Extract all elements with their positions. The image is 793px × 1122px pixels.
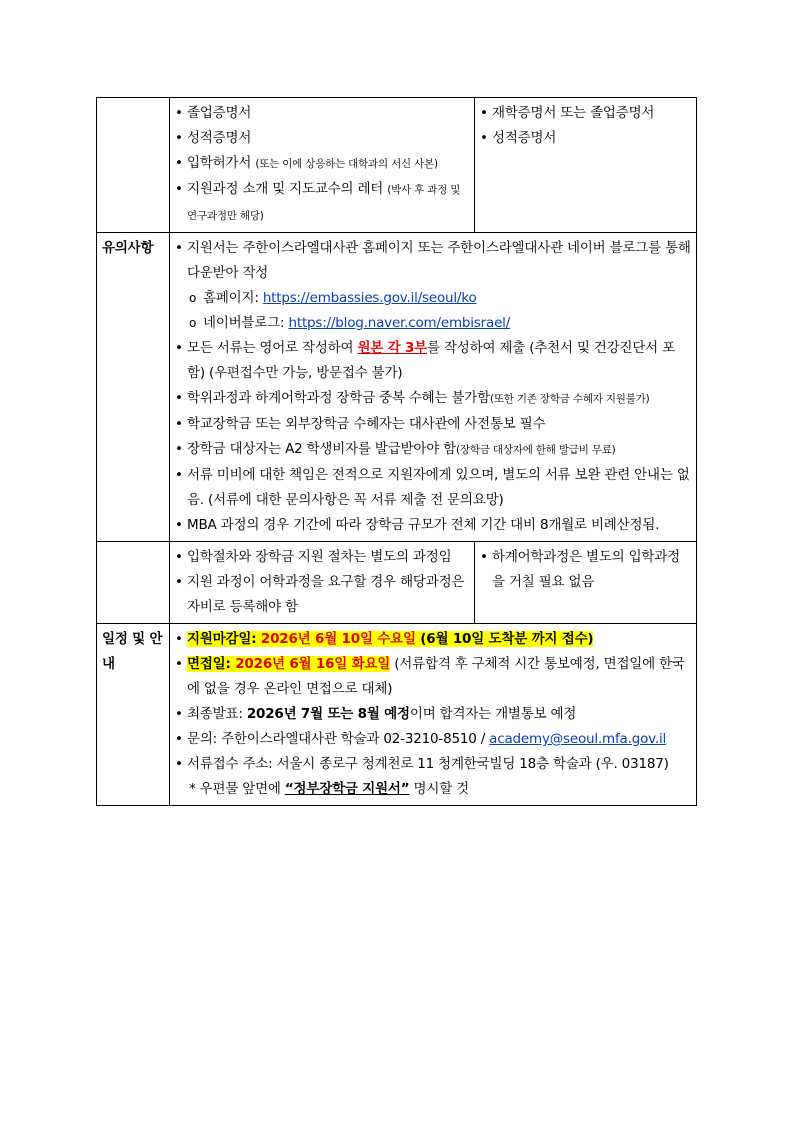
procedure-row	[97, 542, 697, 624]
notes-label: 유의사항	[97, 233, 170, 542]
schedule-label: 일정 및 안내	[97, 624, 170, 806]
procedure-right-cell	[475, 542, 697, 624]
naver-blog-link[interactable]: https://blog.naver.com/embisrael/	[288, 315, 511, 331]
list-item: • 학위과정과 하계어학과정 장학금 중복 수혜는 불가함(또한 기존 장학금 수혜자 지원불가)	[175, 390, 650, 406]
list-item: • 재학증명서 또는 졸업증명서	[480, 105, 655, 121]
list-item: • 지원과정 소개 및 지도교수의 레터 (박사 후 과정 및 연구과정만 해당)	[175, 181, 461, 222]
scholarship-info-table	[96, 97, 697, 806]
list-item: • 입학절차와 장학금 지원 절차는 별도의 과정임	[175, 549, 452, 565]
list-item: • 지원마감일: 2026년 6월 10일 수요일 (6월 10일 도착분 까지 접수)	[175, 631, 594, 647]
sub-list-item: o 홈페이지: https://embassies.gov.il/seoul/ko	[189, 290, 477, 306]
list-item: • 문의: 주한이스라엘대사관 학술과 02-3210-8510 / academy@seoul.mfa.gov.il	[175, 731, 667, 747]
interview-date: 2026년 6월 16일 화요일	[235, 656, 391, 672]
original-copies-highlight: 원본 각 3부	[357, 340, 428, 356]
notes-cell	[170, 233, 697, 542]
list-item: • 지원서는 주한이스라엘대사관 홈페이지 또는 주한이스라엘대사관 네이버 블로그를 통해 다운받아 작성	[175, 240, 691, 281]
contact-email-link[interactable]: academy@seoul.mfa.gov.il	[489, 731, 667, 747]
list-item: • 모든 서류는 영어로 작성하여 원본 각 3부를 작성하여 제출 (추천서 및 건강진단서 포함) (우편접수만 가능, 방문접수 불가)	[175, 340, 675, 381]
documents-label-cell	[97, 98, 170, 233]
homepage-link[interactable]: https://embassies.gov.il/seoul/ko	[262, 290, 477, 306]
list-item: • 졸업증명서	[175, 105, 252, 121]
list-item: • 학교장학금 또는 외부장학금 수혜자는 대사관에 사전통보 필수	[175, 416, 546, 432]
list-item: • 성적증명서	[175, 130, 252, 146]
envelope-note: * 우편물 앞면에 “정부장학금 지원서” 명시할 것	[189, 781, 469, 797]
deadline-date: 2026년 6월 10일 수요일	[260, 631, 416, 647]
list-item: • 면접일: 2026년 6월 16일 화요일 (서류합격 후 구체적 시간 통보예정, 면접일에 한국에 없을 경우 온라인 면접으로 대체)	[175, 656, 685, 697]
procedure-left-cell	[170, 542, 475, 624]
list-item: • 하계어학과정은 별도의 입학과정을 거칠 필요 없음	[480, 549, 680, 590]
schedule-cell	[170, 624, 697, 806]
list-item: • 입학허가서 (또는 이에 상응하는 대학과의 서신 사본)	[175, 155, 438, 171]
list-item: • 지원 과정이 어학과정을 요구할 경우 해당과정은 자비로 등록해야 함	[175, 574, 465, 615]
notes-row	[97, 233, 697, 542]
documents-row	[97, 98, 697, 233]
sub-list-item: o 네이버블로그: https://blog.naver.com/embisrael/	[189, 315, 511, 331]
procedure-label-cell	[97, 542, 170, 624]
documents-right-cell	[475, 98, 697, 233]
list-item: • MBA 과정의 경우 기간에 따라 장학금 규모가 전체 기간 대비 8개월로 비례산정됨.	[175, 517, 660, 533]
list-item: • 서류 미비에 대한 책임은 전적으로 지원자에게 있으며, 별도의 서류 보완 관련 안내는 없음. (서류에 대한 문의사항은 꼭 서류 제출 전 문의요망)	[175, 467, 690, 508]
list-item: • 장학금 대상자는 A2 학생비자를 발급받아야 함(장학금 대상자에 한해 발급비 무료)	[175, 441, 616, 457]
list-item: • 서류접수 주소: 서울시 종로구 청계천로 11 청계한국빌딩 18층 학술과 (우. 03187)	[175, 756, 669, 772]
list-item: • 최종발표: 2026년 7월 또는 8월 예정이며 합격자는 개별통보 예정	[175, 706, 577, 722]
list-item: • 성적증명서	[480, 130, 557, 146]
documents-left-cell	[170, 98, 475, 233]
schedule-row	[97, 624, 697, 806]
